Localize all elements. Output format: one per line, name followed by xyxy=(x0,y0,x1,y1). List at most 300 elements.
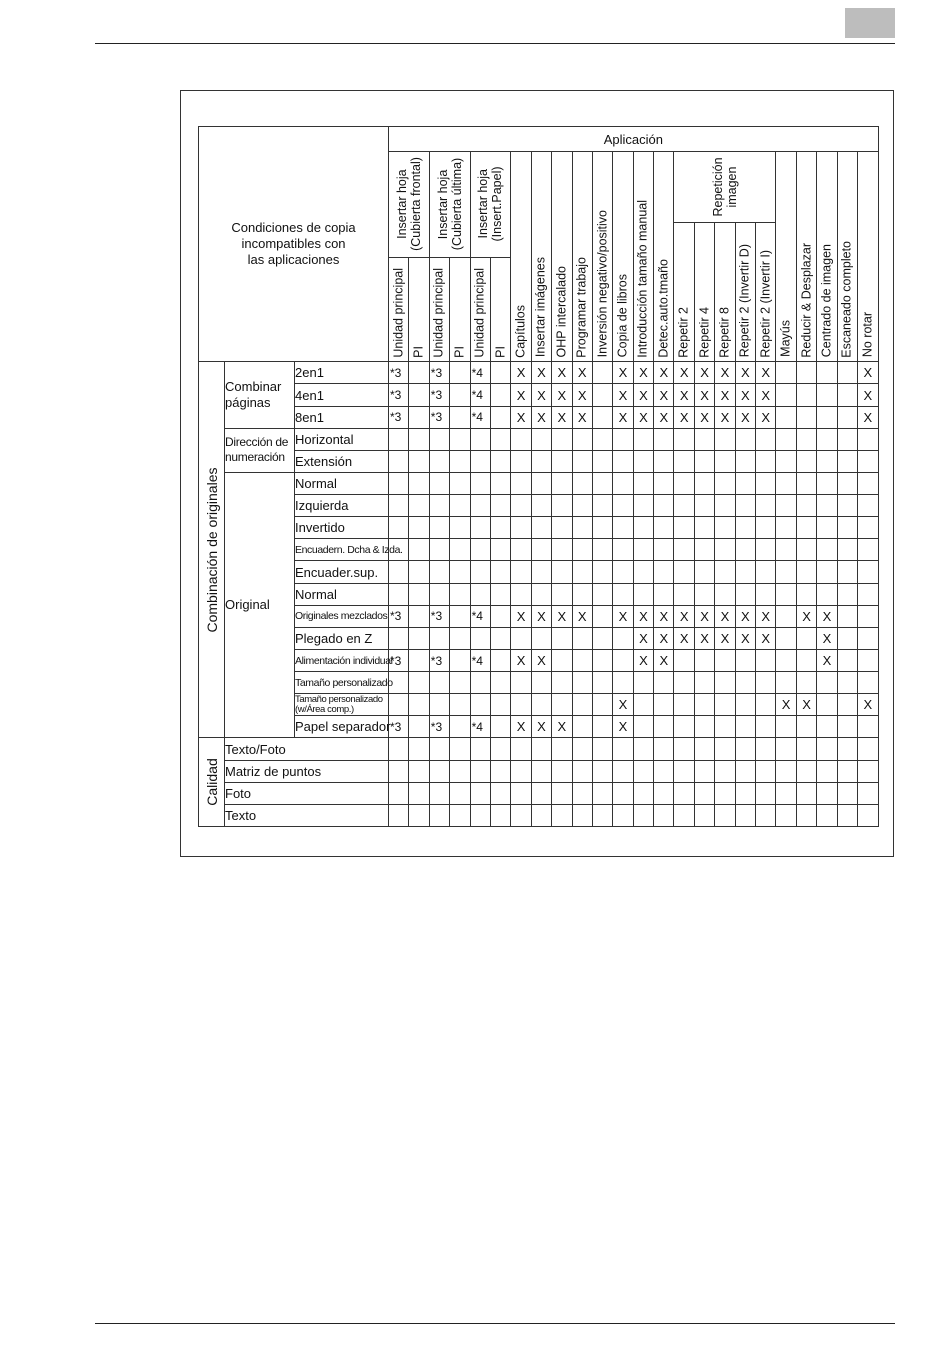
value-cell xyxy=(429,561,449,583)
column-header xyxy=(613,152,633,362)
value-cell xyxy=(858,539,879,561)
value-cell: X xyxy=(654,384,674,406)
row-label: Izquierda xyxy=(295,495,389,517)
compatibility-table xyxy=(198,126,879,827)
column-header xyxy=(409,257,429,362)
value-cell xyxy=(796,804,816,826)
table-row xyxy=(199,760,879,782)
value-cell xyxy=(490,694,510,716)
value-cell xyxy=(837,561,857,583)
value-cell: *4 xyxy=(470,605,490,627)
value-cell xyxy=(511,472,531,494)
value-cell xyxy=(470,450,490,472)
table-row xyxy=(199,517,879,539)
value-cell xyxy=(694,782,714,804)
value-cell xyxy=(715,649,735,671)
value-cell xyxy=(389,627,409,649)
value-cell xyxy=(613,649,633,671)
value-cell xyxy=(837,760,857,782)
column-label: Inversión negativo/positivo xyxy=(595,210,610,358)
value-cell xyxy=(490,472,510,494)
value-cell xyxy=(715,672,735,694)
value-cell xyxy=(409,495,429,517)
value-cell xyxy=(490,760,510,782)
value-cell: X xyxy=(735,384,755,406)
table-row xyxy=(199,672,879,694)
value-cell xyxy=(511,694,531,716)
value-cell xyxy=(572,561,592,583)
value-cell xyxy=(389,760,409,782)
value-cell: *3 xyxy=(429,716,449,738)
value-cell xyxy=(552,539,572,561)
value-cell: X xyxy=(613,362,633,384)
table-row xyxy=(199,804,879,826)
value-cell xyxy=(837,738,857,760)
value-cell xyxy=(552,782,572,804)
value-cell xyxy=(735,782,755,804)
value-cell: X xyxy=(633,362,653,384)
column-header xyxy=(674,222,694,362)
value-cell xyxy=(429,672,449,694)
value-cell xyxy=(511,583,531,605)
value-cell: *3 xyxy=(389,605,409,627)
value-cell xyxy=(654,539,674,561)
value-cell xyxy=(613,672,633,694)
value-cell: X xyxy=(756,384,776,406)
value-cell xyxy=(694,649,714,671)
value-cell xyxy=(450,428,470,450)
value-cell xyxy=(531,760,551,782)
value-cell xyxy=(592,472,612,494)
value-cell xyxy=(633,672,653,694)
value-cell xyxy=(776,760,796,782)
value-cell xyxy=(572,450,592,472)
value-cell: X xyxy=(633,627,653,649)
value-cell xyxy=(552,672,572,694)
conditions-header-line: las aplicaciones xyxy=(247,252,340,268)
value-cell xyxy=(694,760,714,782)
value-cell xyxy=(694,472,714,494)
value-cell xyxy=(756,450,776,472)
value-cell: X xyxy=(735,406,755,428)
value-cell xyxy=(674,738,694,760)
value-cell xyxy=(490,362,510,384)
column-label: Unidad principal xyxy=(391,267,406,358)
value-cell xyxy=(613,760,633,782)
value-cell xyxy=(776,627,796,649)
value-cell xyxy=(552,804,572,826)
value-cell xyxy=(450,605,470,627)
value-cell xyxy=(572,760,592,782)
value-cell xyxy=(633,450,653,472)
conditions-header-line: Condiciones de copia xyxy=(231,220,356,236)
value-cell: X xyxy=(715,384,735,406)
row-label: Matriz de puntos xyxy=(225,760,389,782)
value-cell xyxy=(613,561,633,583)
value-cell xyxy=(694,672,714,694)
value-cell xyxy=(511,539,531,561)
value-cell xyxy=(796,649,816,671)
value-cell xyxy=(389,495,409,517)
value-cell: X xyxy=(552,362,572,384)
value-cell xyxy=(858,583,879,605)
value-cell xyxy=(429,450,449,472)
value-cell xyxy=(450,561,470,583)
value-cell xyxy=(756,561,776,583)
value-cell xyxy=(674,539,694,561)
value-cell xyxy=(837,384,857,406)
value-cell xyxy=(552,561,572,583)
value-cell xyxy=(776,472,796,494)
value-cell xyxy=(715,561,735,583)
application-header: Aplicación xyxy=(389,127,879,152)
value-cell xyxy=(756,539,776,561)
value-cell xyxy=(389,738,409,760)
column-label: Introducción tamaño manual xyxy=(635,199,650,358)
value-cell: X xyxy=(511,384,531,406)
value-cell xyxy=(858,472,879,494)
value-cell xyxy=(633,495,653,517)
value-cell xyxy=(613,539,633,561)
value-cell xyxy=(715,495,735,517)
column-header xyxy=(654,152,674,362)
value-cell xyxy=(776,738,796,760)
value-cell xyxy=(450,472,470,494)
column-header xyxy=(837,152,857,362)
value-cell xyxy=(429,539,449,561)
value-cell xyxy=(654,672,674,694)
value-cell xyxy=(837,495,857,517)
value-cell xyxy=(837,605,857,627)
column-header xyxy=(715,222,735,362)
value-cell xyxy=(817,362,837,384)
value-cell xyxy=(409,539,429,561)
value-cell xyxy=(613,517,633,539)
conditions-header xyxy=(199,127,389,362)
value-cell xyxy=(654,495,674,517)
value-cell xyxy=(470,583,490,605)
column-label: Repetir 2 (Invertir D) xyxy=(737,244,752,358)
row-label: Normal xyxy=(295,472,389,494)
value-cell: X xyxy=(531,716,551,738)
table-row xyxy=(199,627,879,649)
value-cell xyxy=(409,472,429,494)
value-cell: *3 xyxy=(429,384,449,406)
value-cell xyxy=(796,384,816,406)
value-cell xyxy=(409,627,429,649)
value-cell: X xyxy=(858,362,879,384)
value-cell xyxy=(817,804,837,826)
value-cell: X xyxy=(654,362,674,384)
value-cell xyxy=(858,649,879,671)
value-cell xyxy=(654,694,674,716)
value-cell: X xyxy=(511,716,531,738)
subgroup-combinar: Combinar páginas xyxy=(225,362,295,428)
value-cell xyxy=(837,583,857,605)
value-cell: *4 xyxy=(470,649,490,671)
value-cell xyxy=(715,760,735,782)
value-cell xyxy=(633,428,653,450)
section-label: Combinación de originales xyxy=(203,467,220,633)
value-cell xyxy=(694,804,714,826)
value-cell xyxy=(694,561,714,583)
value-cell xyxy=(531,738,551,760)
table-row xyxy=(199,495,879,517)
value-cell xyxy=(389,450,409,472)
value-cell xyxy=(735,649,755,671)
value-cell xyxy=(429,517,449,539)
value-cell xyxy=(490,406,510,428)
section-calidad xyxy=(199,738,225,827)
value-cell xyxy=(796,561,816,583)
value-cell xyxy=(796,517,816,539)
value-cell xyxy=(694,694,714,716)
value-cell: X xyxy=(694,384,714,406)
value-cell xyxy=(694,428,714,450)
value-cell xyxy=(511,517,531,539)
table-row xyxy=(199,583,879,605)
value-cell xyxy=(735,472,755,494)
value-cell: X xyxy=(756,627,776,649)
value-cell xyxy=(837,406,857,428)
value-cell xyxy=(409,450,429,472)
value-cell xyxy=(817,583,837,605)
value-cell xyxy=(694,450,714,472)
value-cell xyxy=(796,583,816,605)
value-cell xyxy=(470,472,490,494)
value-cell xyxy=(572,495,592,517)
subgroup-direccion: Dirección de numeración xyxy=(225,428,295,472)
value-cell xyxy=(858,561,879,583)
value-cell xyxy=(592,561,612,583)
value-cell xyxy=(613,450,633,472)
value-cell xyxy=(674,472,694,494)
value-cell xyxy=(858,738,879,760)
value-cell xyxy=(796,627,816,649)
value-cell xyxy=(429,495,449,517)
value-cell xyxy=(450,517,470,539)
value-cell: *3 xyxy=(389,362,409,384)
value-cell: *3 xyxy=(389,716,409,738)
value-cell xyxy=(674,649,694,671)
value-cell xyxy=(817,472,837,494)
row-label: Horizontal xyxy=(295,428,389,450)
column-label: Mayús xyxy=(778,320,793,358)
value-cell xyxy=(450,627,470,649)
value-cell xyxy=(715,450,735,472)
value-cell: X xyxy=(572,605,592,627)
value-cell: *3 xyxy=(429,649,449,671)
column-header xyxy=(776,152,796,362)
value-cell xyxy=(694,495,714,517)
value-cell xyxy=(409,605,429,627)
value-cell: X xyxy=(633,384,653,406)
value-cell xyxy=(633,583,653,605)
value-cell xyxy=(715,583,735,605)
value-cell xyxy=(511,627,531,649)
group-label: Insertar hoja (Cubierta última) xyxy=(435,158,464,251)
column-label: Insertar imágenes xyxy=(533,257,548,358)
column-label: Repetir 8 xyxy=(717,306,732,358)
row-label: Normal xyxy=(295,583,389,605)
value-cell xyxy=(511,495,531,517)
value-cell: X xyxy=(552,384,572,406)
value-cell xyxy=(694,583,714,605)
value-cell xyxy=(756,583,776,605)
value-cell xyxy=(450,539,470,561)
group-insert-papel xyxy=(470,152,511,258)
value-cell xyxy=(470,738,490,760)
value-cell: X xyxy=(817,627,837,649)
value-cell xyxy=(776,362,796,384)
value-cell xyxy=(572,672,592,694)
group-label: Insertar hoja (Insert.Papel) xyxy=(476,166,505,242)
value-cell: *3 xyxy=(429,362,449,384)
column-label: No rotar xyxy=(860,312,875,358)
value-cell xyxy=(715,738,735,760)
value-cell xyxy=(450,738,470,760)
value-cell xyxy=(592,804,612,826)
column-header xyxy=(735,222,755,362)
value-cell xyxy=(654,782,674,804)
value-cell xyxy=(633,561,653,583)
value-cell: X xyxy=(654,605,674,627)
value-cell: X xyxy=(735,627,755,649)
value-cell xyxy=(674,561,694,583)
value-cell: X xyxy=(654,406,674,428)
value-cell xyxy=(429,760,449,782)
value-cell: *4 xyxy=(470,406,490,428)
value-cell xyxy=(674,782,694,804)
value-cell xyxy=(735,672,755,694)
value-cell: X xyxy=(756,362,776,384)
value-cell xyxy=(531,627,551,649)
value-cell xyxy=(409,694,429,716)
column-label: Repetir 2 xyxy=(676,306,691,358)
value-cell: X xyxy=(715,627,735,649)
value-cell xyxy=(776,583,796,605)
value-cell xyxy=(531,517,551,539)
value-cell xyxy=(450,716,470,738)
value-cell xyxy=(715,716,735,738)
value-cell xyxy=(776,406,796,428)
value-cell xyxy=(552,738,572,760)
value-cell: X xyxy=(654,627,674,649)
value-cell xyxy=(470,672,490,694)
table-row xyxy=(199,605,879,627)
value-cell xyxy=(450,450,470,472)
value-cell xyxy=(735,760,755,782)
table-row xyxy=(199,649,879,671)
value-cell xyxy=(654,517,674,539)
value-cell xyxy=(735,539,755,561)
value-cell xyxy=(837,649,857,671)
value-cell xyxy=(429,694,449,716)
value-cell: X xyxy=(613,384,633,406)
row-label: Alimentación individual xyxy=(295,649,389,671)
value-cell: X xyxy=(858,384,879,406)
value-cell xyxy=(572,539,592,561)
value-cell xyxy=(490,627,510,649)
value-cell xyxy=(776,539,796,561)
value-cell xyxy=(837,362,857,384)
value-cell xyxy=(776,517,796,539)
value-cell xyxy=(613,738,633,760)
value-cell: X xyxy=(694,605,714,627)
value-cell xyxy=(592,539,612,561)
value-cell xyxy=(858,804,879,826)
value-cell xyxy=(796,428,816,450)
column-header xyxy=(470,257,490,362)
value-cell xyxy=(796,782,816,804)
value-cell: *3 xyxy=(429,605,449,627)
value-cell xyxy=(735,517,755,539)
value-cell xyxy=(409,804,429,826)
value-cell xyxy=(531,782,551,804)
column-header xyxy=(429,257,449,362)
table-row xyxy=(199,472,879,494)
value-cell xyxy=(674,495,694,517)
value-cell xyxy=(389,583,409,605)
value-cell xyxy=(490,605,510,627)
value-cell: X xyxy=(817,605,837,627)
value-cell xyxy=(756,694,776,716)
value-cell: X xyxy=(715,406,735,428)
value-cell: X xyxy=(756,605,776,627)
value-cell xyxy=(450,672,470,694)
value-cell: X xyxy=(552,716,572,738)
value-cell xyxy=(592,627,612,649)
value-cell xyxy=(735,738,755,760)
row-label: 4en1 xyxy=(295,384,389,406)
group-cubierta-frontal xyxy=(389,152,430,258)
column-header xyxy=(592,152,612,362)
value-cell xyxy=(796,539,816,561)
value-cell xyxy=(756,716,776,738)
value-cell xyxy=(409,583,429,605)
value-cell xyxy=(470,760,490,782)
value-cell xyxy=(817,539,837,561)
row-label: 8en1 xyxy=(295,406,389,428)
value-cell xyxy=(511,738,531,760)
value-cell xyxy=(674,672,694,694)
value-cell xyxy=(837,804,857,826)
group-label: Insertar hoja (Cubierta frontal) xyxy=(394,157,423,252)
value-cell xyxy=(858,760,879,782)
value-cell xyxy=(552,760,572,782)
value-cell xyxy=(389,472,409,494)
value-cell xyxy=(756,649,776,671)
row-label: Originales mezclados xyxy=(295,605,389,627)
value-cell xyxy=(429,472,449,494)
value-cell xyxy=(409,517,429,539)
subgroup-original: Original xyxy=(225,472,295,738)
value-cell xyxy=(429,738,449,760)
value-cell xyxy=(837,539,857,561)
value-cell xyxy=(735,495,755,517)
value-cell: X xyxy=(715,362,735,384)
value-cell xyxy=(796,450,816,472)
value-cell xyxy=(715,782,735,804)
value-cell xyxy=(490,539,510,561)
table-row xyxy=(199,539,879,561)
value-cell: X xyxy=(654,649,674,671)
row-label: Extensión xyxy=(295,450,389,472)
value-cell xyxy=(694,738,714,760)
table-row xyxy=(199,782,879,804)
value-cell xyxy=(776,450,796,472)
value-cell xyxy=(531,694,551,716)
